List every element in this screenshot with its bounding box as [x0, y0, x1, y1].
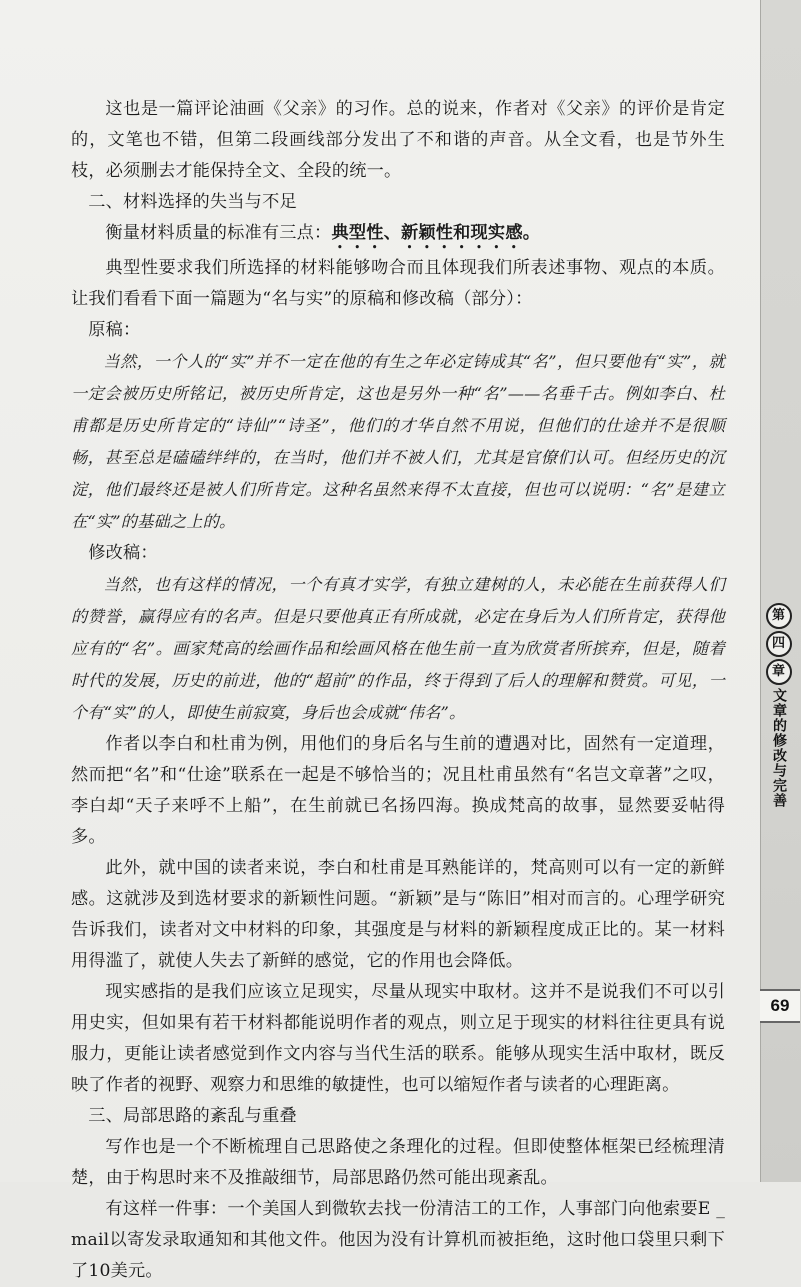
paragraph-thinking: 写作也是一个不断梳理自己思路使之条理化的过程。但即使整体框架已经梳理清楚，由于构思时来不及推敲细节，局部思路仍然可能出现紊乱。 [71, 1137, 725, 1188]
standards-intro: 衡量材料质量的标准有三点： [105, 223, 332, 243]
main-text [71, 94, 725, 1287]
original-draft-text: 当然，一个人的“实”并不一定在他的有生之年必定铸成其“名”，但只要他有“实”，就一定会被历史所铭记，被历史所肯定，这也是另外一种“名”——名垂千古。例如李白、杜甫都是历史所肯定的“诗仙”“诗圣”，他们的才华自然不用说，但他们的仕途并不是很顺畅，甚至总是磕磕绊绊的，在当时，他们并不被人们，尤其是官僚们认可。但经历史的沉淀，他们最终还是被人们所肯定。这种名虽然来得不太直接，但也可以说明：“名”是建立在“实”的基础之上的。 [71, 352, 725, 531]
paragraph-typicality: 典型性要求我们所选择的材料能够吻合而且体现我们所表述事物、观点的本质。让我们看看下面一篇题为“名与实”的原稿和修改稿（部分）： [71, 258, 725, 309]
paragraph-reality: 现实感指的是我们应该立足现实，尽量从现实中取材。这并不是说我们不可以引用史实，但如果有若干材料都能说明作者的观点，则立足于现实的材料往往更具有说服力，更能让读者感觉到作文内容与当代生活的联系。能够从现实生活中取材，既反映了作者的视野、观察力和思维的敏捷性，也可以缩短作者与读者的心理距离。 [71, 982, 725, 1095]
section-heading-3: 三、局部思路的紊乱与重叠 [88, 1106, 297, 1126]
page-number: 69 [760, 989, 800, 1023]
chapter-marker-char-1: 第 [766, 603, 792, 629]
paragraph-analysis: 作者以李白和杜甫为例，用他们的身后名与生前的遭遇对比，固然有一定道理，然而把“名”和“仕途”联系在一起是不够恰当的；况且杜甫虽然有“名岂文章著”之叹，李白却“天子来呼不上船”，在生前就已名扬四海。换成梵高的故事，显然要妥帖得多。 [71, 734, 725, 847]
paragraph-standards [71, 218, 725, 253]
chapter-title: 文章的修改与完善 [771, 688, 787, 808]
standards-emphasis: 典型性、新颖性和现实感。 [331, 223, 541, 243]
revised-label: 修改稿： [88, 543, 158, 563]
chapter-marker [765, 603, 792, 687]
paragraph-opening: 这也是一篇评论油画《父亲》的习作。总的说来，作者对《父亲》的评价是肯定的，文笔也不错，但第二段画线部分发出了不和谐的声音。从全文看，也是节外生枝，必须删去才能保持全文、全段的统一。 [71, 99, 725, 181]
chapter-marker-char-2: 四 [766, 631, 792, 657]
original-label: 原稿： [88, 320, 141, 340]
section-heading-2: 二、材料选择的失当与不足 [88, 192, 297, 212]
paragraph-story: 有这样一件事：一个美国人到微软去找一份清洁工的工作，人事部门向他索要E _ mail以寄发录取通知和其他文件。他因为没有计算机而被拒绝，这时他口袋里只剩下了10美元。 [71, 1199, 725, 1281]
chapter-marker-char-3: 章 [766, 659, 792, 685]
revised-draft-text: 当然，也有这样的情况，一个有真才实学，有独立建树的人，未必能在生前获得人们的赞誉，赢得应有的名声。但是只要他真正有所成就，必定在身后为人们所肯定，获得他应有的“名”。画家梵高的绘画作品和绘画风格在他生前一直为欣赏者所摈弃，但是，随着时代的发展，历史的前进，他的“超前”的作品，终于得到了后人的理解和赞赏。可见，一个有“实”的人，即使生前寂寞，身后也会成就“伟名”。 [71, 575, 725, 722]
paragraph-novelty: 此外，就中国的读者来说，李白和杜甫是耳熟能详的，梵高则可以有一定的新鲜感。这就涉及到选材要求的新颖性问题。“新颖”是与“陈旧”相对而言的。心理学研究告诉我们，读者对文中材料的印象，其强度是与材料的新颖程度成正比的。某一材料用得滥了，就使人失去了新鲜的感觉，它的作用也会降低。 [71, 858, 725, 971]
